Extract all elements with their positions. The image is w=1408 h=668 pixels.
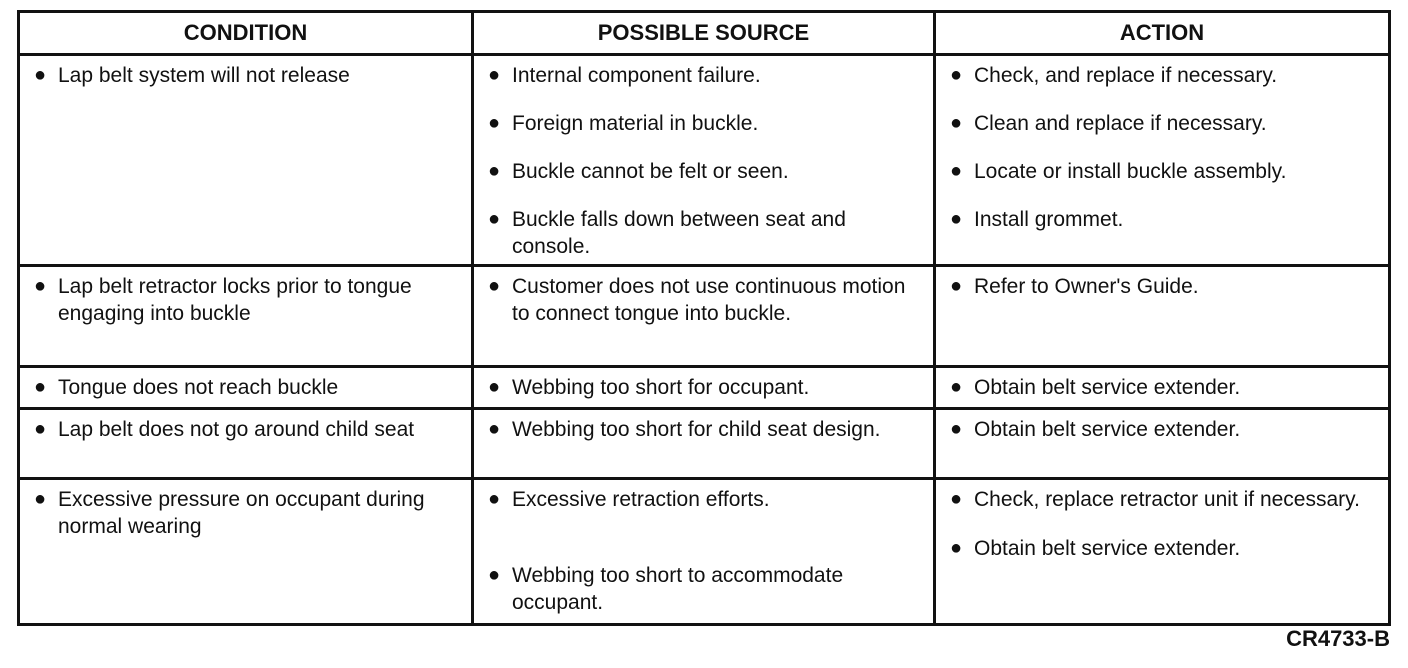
table-row [19, 266, 1390, 367]
action-text: Clean and replace if necessary. [974, 112, 1267, 135]
source-cell [473, 55, 935, 266]
list-item [488, 562, 919, 616]
list-item [488, 374, 919, 401]
condition-cell [19, 266, 473, 367]
bullet-icon: ● [950, 537, 963, 559]
list-item [488, 416, 919, 443]
source-text: Customer does not use continuous motion to connect tongue into buckle. [512, 275, 906, 325]
bullet-icon: ● [488, 275, 501, 297]
action-cell [935, 409, 1390, 479]
list-item [950, 110, 1374, 137]
action-cell [935, 367, 1390, 409]
bullet-icon: ● [950, 208, 963, 230]
bullet-icon: ● [488, 376, 501, 398]
condition-text: Tongue does not reach buckle [58, 376, 339, 399]
header-action: ACTION [935, 12, 1390, 55]
condition-text: Lap belt does not go around child seat [58, 418, 415, 441]
action-text: Obtain belt service extender. [974, 376, 1241, 399]
table-row [19, 479, 1390, 625]
action-text: Refer to Owner's Guide. [974, 275, 1199, 298]
source-text: Webbing too short for child seat design. [512, 418, 881, 441]
action-text: Locate or install buckle assembly. [974, 160, 1287, 183]
action-text: Check, and replace if necessary. [974, 64, 1278, 87]
source-text: Internal component failure. [512, 64, 761, 87]
bullet-icon: ● [34, 376, 47, 398]
condition-text: Excessive pressure on occupant during normal wearing [58, 488, 425, 538]
action-cell [935, 266, 1390, 367]
list-item [488, 110, 919, 137]
bullet-icon: ● [34, 275, 47, 297]
action-text: Obtain belt service extender. [974, 418, 1241, 441]
list-item [488, 273, 919, 327]
action-text: Install grommet. [974, 208, 1124, 231]
bullet-icon: ● [488, 564, 501, 586]
list-item [488, 158, 919, 185]
action-text: Check, replace retractor unit if necessary. [974, 488, 1360, 511]
source-text: Webbing too short for occupant. [512, 376, 810, 399]
bullet-icon: ● [488, 64, 501, 86]
list-item [488, 206, 919, 260]
list-item [488, 486, 919, 513]
list-item [950, 206, 1374, 233]
bullet-icon: ● [950, 275, 963, 297]
action-text: Obtain belt service extender. [974, 537, 1241, 560]
source-text: Excessive retraction efforts. [512, 488, 770, 511]
list-item [34, 486, 457, 540]
source-text: Buckle cannot be felt or seen. [512, 160, 789, 183]
diagnosis-table [17, 10, 1391, 626]
list-item [950, 62, 1374, 89]
bullet-icon: ● [34, 418, 47, 440]
header-condition: CONDITION [19, 12, 473, 55]
bullet-icon: ● [488, 208, 501, 230]
table-row [19, 409, 1390, 479]
source-cell [473, 409, 935, 479]
condition-cell [19, 367, 473, 409]
source-text: Foreign material in buckle. [512, 112, 759, 135]
bullet-icon: ● [950, 488, 963, 510]
source-text: Webbing too short to accommodate occupant. [512, 564, 844, 614]
condition-cell [19, 55, 473, 266]
table-row [19, 55, 1390, 266]
header-possible-source: POSSIBLE SOURCE [473, 12, 935, 55]
list-item [34, 62, 457, 89]
bullet-icon: ● [488, 112, 501, 134]
action-cell [935, 479, 1390, 625]
list-item [34, 374, 457, 401]
condition-cell [19, 479, 473, 625]
figure-code: CR4733-B [1286, 626, 1390, 651]
bullet-icon: ● [34, 488, 47, 510]
list-item [950, 416, 1374, 443]
list-item [488, 62, 919, 89]
action-cell [935, 55, 1390, 266]
list-item [34, 416, 457, 443]
source-text: Buckle falls down between seat and console. [512, 208, 846, 258]
bullet-icon: ● [950, 112, 963, 134]
bullet-icon: ● [488, 418, 501, 440]
list-item [950, 486, 1374, 513]
bullet-icon: ● [34, 64, 47, 86]
list-item [950, 374, 1374, 401]
bullet-icon: ● [488, 160, 501, 182]
bullet-icon: ● [950, 64, 963, 86]
list-item [950, 273, 1374, 300]
source-cell [473, 266, 935, 367]
bullet-icon: ● [950, 160, 963, 182]
source-cell [473, 367, 935, 409]
list-item [34, 273, 457, 327]
condition-text: Lap belt retractor locks prior to tongue engaging into buckle [58, 275, 412, 325]
condition-cell [19, 409, 473, 479]
bullet-icon: ● [488, 488, 501, 510]
table-row [19, 367, 1390, 409]
list-item [950, 158, 1374, 185]
condition-text: Lap belt system will not release [58, 64, 350, 87]
source-cell [473, 479, 935, 625]
bullet-icon: ● [950, 418, 963, 440]
header-row [19, 12, 1390, 55]
bullet-icon: ● [950, 376, 963, 398]
list-item [950, 535, 1374, 562]
